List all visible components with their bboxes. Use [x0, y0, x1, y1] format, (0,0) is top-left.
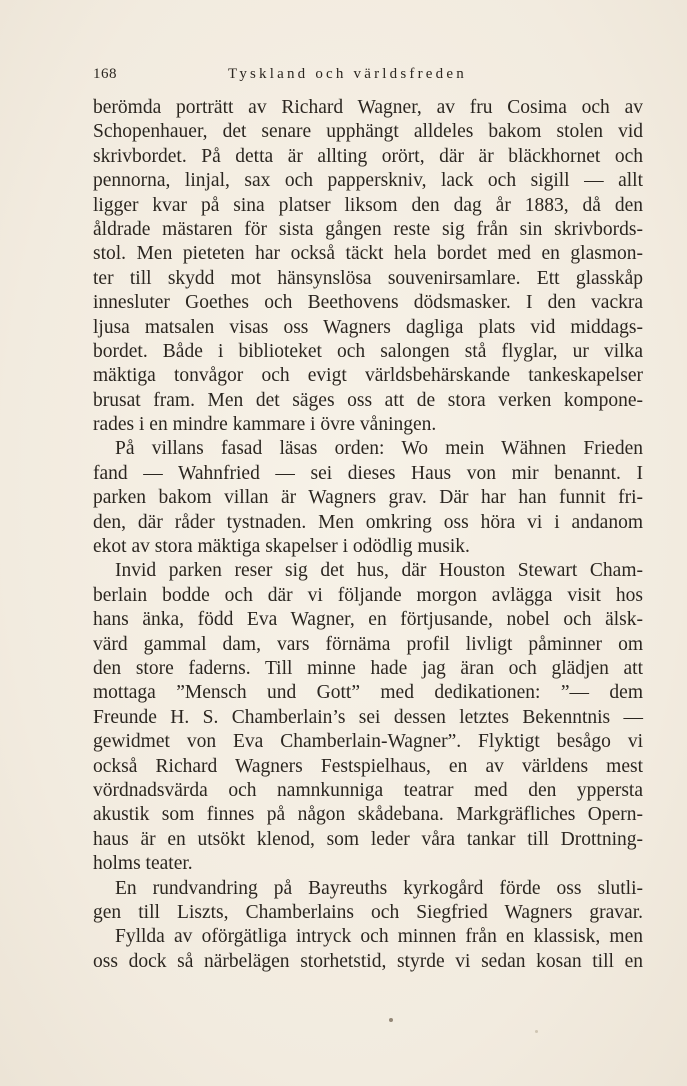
text-line: Schopenhauer, det senare upphängt alldeles bakom stolen vid	[93, 121, 643, 143]
text-line: holms teater.	[93, 853, 193, 875]
text-line: oss dock så närbelägen storhetstid, styrde vi sedan kosan till en	[93, 950, 643, 972]
text-line: ligger kvar på sina platser liksom den dag år 1883, då den	[93, 194, 643, 216]
text-line: mäktiga tonvågor och evigt världsbehärskande tankeskapelser	[93, 365, 643, 387]
text-line: ljusa matsalen visas oss Wagners dagliga plats vid middags-	[93, 316, 643, 338]
text-line: skrivbordet. På detta är allting orört, där är bläckhornet och	[93, 145, 643, 167]
text-line: På villans fasad läsas orden: Wo mein Wähnen Frieden	[115, 438, 643, 460]
text-line: gewidmet von Eva Chamberlain-Wagner”. Flyktigt besågo vi	[93, 731, 643, 753]
text-line: Invid parken reser sig det hus, där Houston Stewart Cham-	[115, 560, 643, 582]
text-line: rades i en mindre kammare i övre våningen.	[93, 414, 437, 436]
text-line: vördnadsvärda och namnkunniga teatrar med den yppersta	[93, 779, 643, 801]
text-line: ter till skydd mot hänsynslösa souvenirsamlare. Ett glasskåp	[93, 267, 643, 289]
text-line: bordet. Både i biblioteket och salongen stå flyglar, ur vilka	[93, 340, 643, 362]
paper-speck	[535, 1030, 538, 1033]
page-number: 168	[93, 66, 117, 82]
text-line: haus är en utsökt klenod, som leder våra tankar till Drottning-	[93, 828, 643, 850]
text-line: ekot av stora mäktiga skapelser i odödlig musik.	[93, 536, 470, 558]
text-line: också Richard Wagners Festspielhaus, en av världens mest	[93, 755, 643, 777]
text-line: mottaga ”Mensch und Gott” med dedikationen: ”— dem	[93, 682, 643, 704]
text-line: berlain bodde och där vi följande morgon avlägga visit hos	[93, 584, 643, 606]
text-line: brusat fram. Men det säges oss att de stora verken kompone-	[93, 389, 643, 411]
text-line: värd gammal dam, vars förnäma profil livligt påminner om	[93, 633, 643, 655]
text-line: hans änka, född Eva Wagner, en förtjusande, nobel och älsk-	[93, 609, 643, 631]
text-line: pennorna, linjal, sax och papperskniv, lack och sigill — allt	[93, 170, 643, 192]
text-line: fand — Wahnfried — sei dieses Haus von mir benannt. I	[93, 462, 643, 484]
text-line: akustik som finnes på någon skådebana. Markgräfliches Opern-	[93, 804, 643, 826]
text-line: Freunde H. S. Chamberlain’s sei dessen letztes Bekenntnis —	[93, 706, 643, 728]
text-line: den store faderns. Till minne hade jag äran och glädjen att	[93, 657, 643, 679]
text-line: parken bakom villan är Wagners grav. Där har han funnit fri-	[93, 487, 643, 509]
ink-speck	[389, 1018, 393, 1022]
text-line: åldrade mästaren för sista gången reste sig från sin skrivbords-	[93, 218, 643, 240]
text-line: innesluter Goethes och Beethovens dödsmasker. I den vackra	[93, 292, 643, 314]
text-line: Fyllda av oförgätliga intryck och minnen från en klassisk, men	[115, 926, 643, 948]
text-line: En rundvandring på Bayreuths kyrkogård förde oss slutli-	[115, 877, 643, 899]
running-title: Tyskland och världsfreden	[228, 66, 467, 82]
text-line: berömda porträtt av Richard Wagner, av fru Cosima och av	[93, 97, 643, 118]
text-line: stol. Men pieteten har också täckt hela bordet med en glasmon-	[93, 243, 643, 265]
body-text	[93, 96, 643, 974]
text-line: gen till Liszts, Chamberlains och Siegfried Wagners gravar.	[93, 901, 643, 923]
text-line: den, där råder tystnaden. Men omkring oss höra vi i andanom	[93, 511, 643, 533]
page-header	[93, 66, 643, 86]
